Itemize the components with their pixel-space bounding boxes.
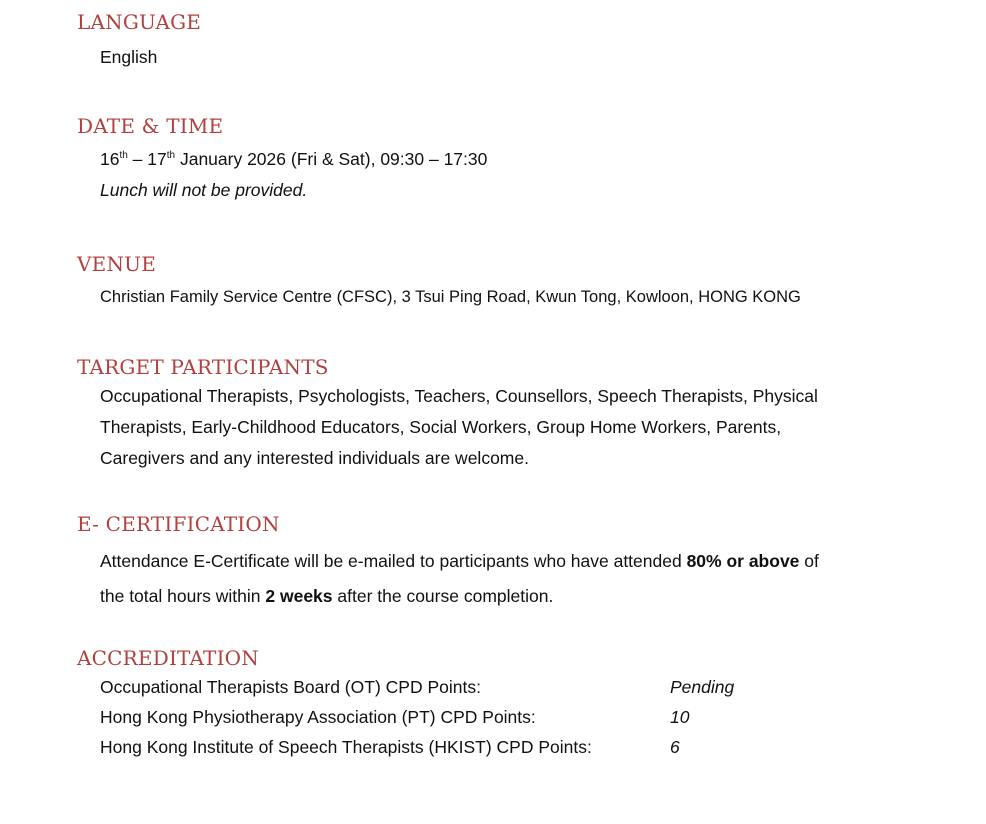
target-value [100,381,818,474]
start-day-suffix: th [119,150,128,161]
ecert-text: of [799,551,819,571]
accreditation-list [100,672,734,762]
target-line: Therapists, Early-Childhood Educators, Social Workers, Group Home Workers, Parents, [100,417,782,437]
ecert-section [77,512,819,614]
datetime-section [77,114,487,206]
ecert-text: the total hours within [100,586,266,606]
venue-heading: VENUE [77,252,156,276]
accreditation-row [100,702,734,732]
end-day: 17 [147,149,167,169]
ecert-line-1 [100,544,819,579]
language-section [77,10,201,73]
start-day: 16 [100,149,120,169]
target-section [77,355,818,474]
language-heading: LANGUAGE [77,10,202,34]
venue-value: Christian Family Service Centre (CFSC), 3 Tsui Ping Road, Kwun Tong, Kowloon, HONG KONG [100,288,801,306]
date-dash: – [127,149,148,169]
target-line: Occupational Therapists, Psychologists, Teachers, Counsellors, Speech Therapists, Physical [100,386,818,406]
accreditation-section [77,646,734,762]
accreditation-row [100,672,734,702]
accreditation-value: 6 [670,737,680,757]
ecert-value [100,544,819,614]
ecert-attendance-threshold: 80% or above [686,551,800,571]
accreditation-heading: ACCREDITATION [77,646,259,670]
datetime-value [100,144,487,175]
target-heading: TARGET PARTICIPANTS [77,355,329,379]
lunch-note: Lunch will not be provided. [100,180,308,200]
accreditation-label: Hong Kong Physiotherapy Association (PT) CPD Points: [100,707,536,727]
ecert-text: Attendance E-Certificate will be e-mailed to participants who have attended [100,551,687,571]
ecert-delivery-time: 2 weeks [265,586,333,606]
ecert-heading: E- CERTIFICATION [77,512,280,536]
accreditation-label: Hong Kong Institute of Speech Therapists (HKIST) CPD Points: [100,737,592,757]
language-value: English [100,47,158,67]
accreditation-value: 10 [670,707,690,727]
end-day-suffix: th [166,150,176,161]
venue-section [77,252,801,313]
ecert-text: after the course completion. [332,586,554,606]
accreditation-label: Occupational Therapists Board (OT) CPD Points: [100,677,481,697]
accreditation-row [100,732,734,762]
datetime-heading: DATE & TIME [77,114,224,138]
date-rest: January 2026 (Fri & Sat), 09:30 – 17:30 [175,149,488,169]
target-line: Caregivers and any interested individuals are welcome. [100,448,529,468]
ecert-line-2 [100,579,819,614]
accreditation-value: Pending [670,677,735,697]
